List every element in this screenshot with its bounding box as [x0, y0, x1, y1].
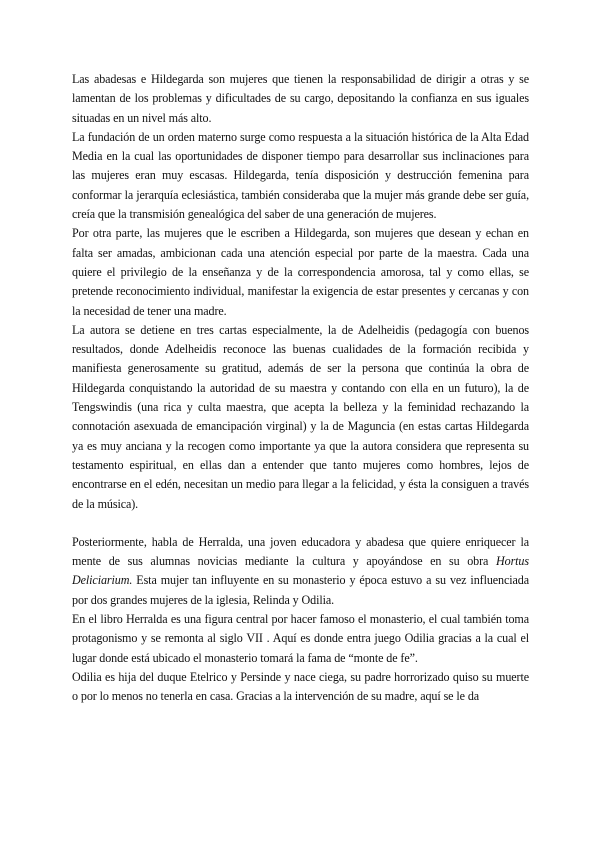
- paragraph-abadesas: Las abadesas e Hildegarda son mujeres que tienen la responsabilidad de dirigir a otras y se lamentan de los problemas y dificultades de su cargo, depositando la confianza en sus iguales situadas en un nivel más alto.: [72, 72, 529, 125]
- paragraph-tres-cartas: La autora se detiene en tres cartas especialmente, la de Adelheidis (pedagogía con buenos resultados, donde Adelheidis reconoce las buenas cualidades de la formación recibida y manifiesta generosamente su gratitud, además de ser la persona que continúa la obra de Hildegarda conquistando la autoridad de su maestra y contando con ella en un futuro), la de Tengswindis (una rica y culta maestra, que acepta la belleza y la feminidad rechazando la connotación asexuada de emancipación virginal) y la de Maguncia (en estas cartas Hildegarda ya es muy anciana y la recogen como importante ya que la autora considera que representa su testamento espiritual, en ellas dan a entender que tanto mujeres como hombres, lejos de encontrarse en el edén, necesitan un medio para llegar a la felicidad, y ésta la consiguen a través de la música).: [72, 322, 529, 511]
- paragraph-orden-materno: La fundación de un orden materno surge como respuesta a la situación histórica de la Alta Edad Media en la cual las oportunidades de disponer tiempo para desarrollar sus inclinaciones para las mujeres eran muy escasas. Hildegarda, tenía disposición y destrucción femenina para conformar la jerarquía eclesiástica, también consideraba que la mujer más grande debe ser guía, creía que la transmisión genealógica del saber de una generación de mujeres.: [72, 129, 529, 222]
- paragraph-gap: [72, 514, 529, 533]
- book-title-hortus: Hortus Deliciarium.: [72, 554, 529, 588]
- herralda-text-end: Esta mujer tan influyente en su monasterio y época estuvo a su vez influenciada por dos grandes mujeres de la iglesia, Relinda y Odilia.: [72, 573, 529, 607]
- document-body: [72, 70, 529, 707]
- paragraph-odilia: Odilia es hija del duque Etelrico y Persinde y nace ciega, su padre horrorizado quiso su muerte o por lo menos no tenerla en casa. Gracias a la intervención de su madre, aquí se le da: [72, 669, 529, 704]
- herralda-text-start: Posteriormente, habla de Herralda, una joven educadora y abadesa que quiere enriquecer la mente de sus alumnas novicias mediante la cultura y apoyándose en su obra: [72, 534, 529, 569]
- paragraph-libro-herralda: En el libro Herralda es una figura central por hacer famoso el monasterio, el cual también toma protagonismo y se remonta al siglo VII . Aquí es donde entra juego Odilia gracias a la cual el lugar donde está ubicado el monasterio tomará la fama de “monte de fe”.: [72, 612, 529, 665]
- paragraph-mujeres-escriben: Por otra parte, las mujeres que le escriben a Hildegarda, son mujeres que desean y echan en falta ser amadas, ambicionan cada una atención especial por parte de la maestra. Cada una quiere el privilegio de la enseñanza y de la correspondencia amorosa, tal y como ellas, se pretende reconocimiento individual, manifestar la exigencia de estar presentes y cercanas y con la necesidad de tener una madre.: [72, 226, 529, 318]
- paragraph-herralda: [72, 533, 529, 610]
